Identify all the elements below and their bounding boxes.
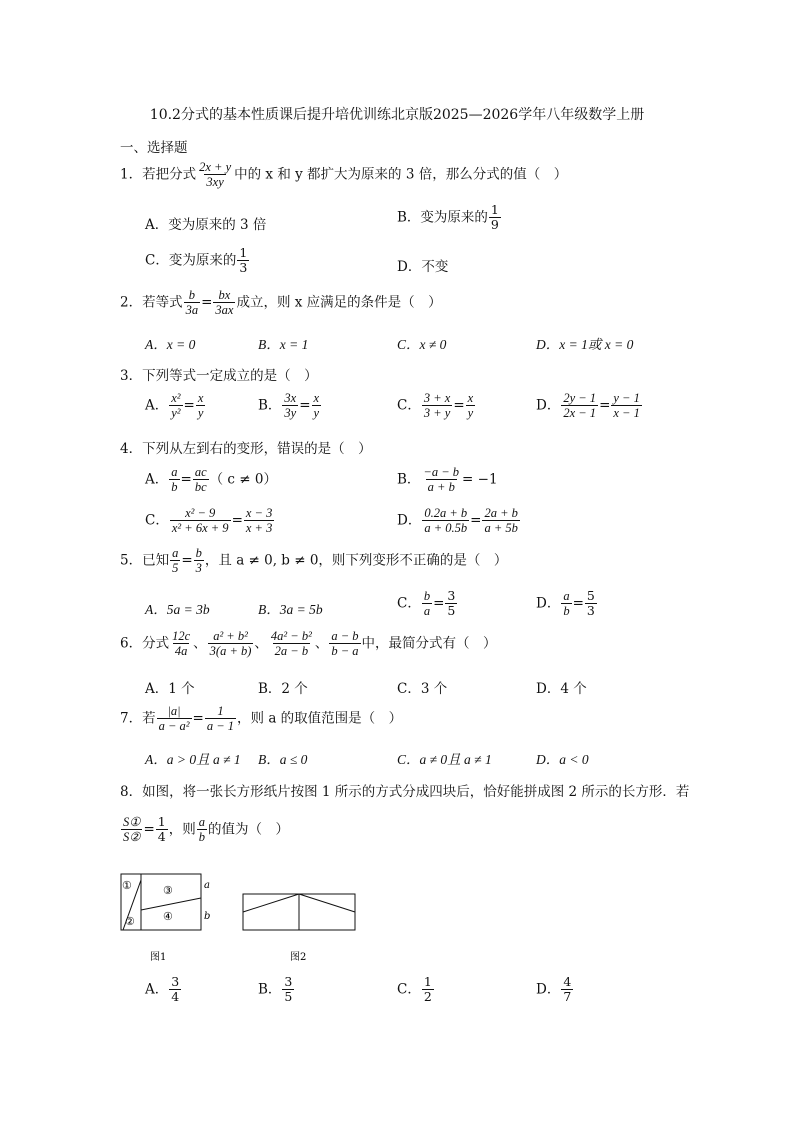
- fraction: [282, 975, 294, 1005]
- fraction: [213, 288, 235, 318]
- numerator: 12c: [172, 629, 191, 643]
- numerator: 4a² − b²: [270, 629, 312, 643]
- numerator: b: [188, 288, 195, 302]
- denominator: 9: [490, 217, 499, 233]
- fraction: [170, 506, 231, 536]
- fraction: [466, 391, 476, 421]
- denominator: 3y: [284, 406, 297, 421]
- option-a[interactable]: A．变为原来的 3 倍: [145, 217, 267, 233]
- denominator: y: [313, 406, 320, 421]
- denominator: 4: [171, 989, 180, 1005]
- separator: 、: [314, 635, 329, 652]
- option-label: B．变为原来的: [397, 209, 488, 226]
- fraction: [194, 546, 204, 576]
- fraction: [422, 506, 469, 536]
- question-8-condition: $\frac{\text{S①}}{\text{S②}}$ = $\frac{1}{4}$ ，则 $\frac{a}{b}$ 的值为（ ）: [123, 814, 289, 845]
- figure-2-line: [299, 894, 355, 912]
- numerator: 2a + b: [484, 506, 518, 520]
- question-1: [120, 160, 567, 190]
- label-b: b: [204, 911, 211, 922]
- denominator: 7: [563, 989, 572, 1005]
- fraction: [193, 465, 209, 495]
- numerator: a: [563, 589, 570, 603]
- fraction: [237, 246, 249, 276]
- denominator: a + b: [427, 480, 455, 495]
- option-b[interactable]: B．3a = 5b: [258, 602, 323, 617]
- question-text: 中的 x 和 y 都扩大为原来的 3 倍，那么分式的值（ ）: [234, 166, 568, 183]
- numerator: 3x: [284, 391, 297, 405]
- question-text: 已知: [142, 552, 170, 569]
- denominator: 4a: [174, 644, 188, 659]
- numerator: a: [198, 815, 205, 829]
- question-text: 若: [142, 710, 156, 727]
- question-text: 分式: [142, 635, 170, 652]
- numerator: b: [195, 546, 202, 560]
- question-number: 5．: [120, 552, 143, 569]
- numerator: 1: [239, 245, 248, 260]
- denominator: S②: [123, 830, 141, 845]
- denominator: 3(a + b): [209, 644, 252, 659]
- option-label: C．: [397, 981, 421, 998]
- fraction: [482, 506, 519, 536]
- numerator: bx: [218, 288, 231, 302]
- option-d[interactable]: D． $\frac{0.2a + b}{a + 0.5b}$ = $\frac{2a + b}{a + 5b}$: [397, 506, 518, 536]
- fraction: [184, 288, 201, 318]
- option-c[interactable]: C．x ≠ 0: [397, 337, 447, 352]
- figure-2: [243, 894, 355, 930]
- denominator: 5: [447, 603, 456, 619]
- numerator: x: [197, 391, 204, 405]
- option-label: B．: [258, 981, 282, 998]
- option-c[interactable]: C． $\frac{b}{a}$ = $\frac{3}{5}$: [397, 588, 456, 619]
- option-b[interactable]: [258, 975, 295, 1005]
- label-a: a: [204, 880, 210, 891]
- fraction: [244, 506, 274, 536]
- question-text: 下列从左到右的变形，错误的是（ ）: [142, 441, 372, 457]
- numerator: x: [313, 391, 320, 405]
- option-b[interactable]: B．x = 1: [258, 337, 309, 352]
- section-heading: 一、选择题: [120, 140, 188, 156]
- option-label: C．: [145, 512, 169, 529]
- option-a[interactable]: [145, 975, 182, 1005]
- fraction: [421, 465, 461, 495]
- question-number: 1．: [120, 166, 143, 183]
- label-piece-3: ③: [163, 884, 173, 897]
- question-number: 2．: [120, 294, 143, 311]
- question-text: ，则: [168, 821, 196, 838]
- option-d[interactable]: D．4 个: [536, 681, 587, 697]
- fraction: [445, 589, 457, 619]
- fraction: [169, 391, 182, 421]
- question-text: 如图，将一张长方形纸片按图 1 所示的方式分成四块后，恰好能拼成图 2 所示的长方形．若: [142, 784, 690, 800]
- denominator: 2a − b: [274, 644, 309, 659]
- denominator: x − 1: [613, 406, 640, 421]
- option-c[interactable]: C．3 个: [397, 681, 448, 697]
- option-c[interactable]: C． $\frac{3 + x}{3 + y}$ = $\frac{x}{y}$: [397, 391, 474, 421]
- question-8: [120, 780, 689, 800]
- fraction: [196, 391, 206, 421]
- denominator: b: [563, 604, 570, 619]
- denominator: 3xy: [206, 175, 224, 190]
- numerator: b: [423, 589, 431, 603]
- fraction: [157, 704, 192, 734]
- question-text: 若等式: [142, 294, 183, 311]
- question-text: 中，最简分式有（ ）: [361, 635, 497, 652]
- numerator: 1: [490, 202, 499, 217]
- numerator: S①: [123, 815, 141, 829]
- numerator: 3: [447, 588, 456, 603]
- option-label: B．: [397, 471, 421, 488]
- denominator: 3: [195, 561, 202, 576]
- fraction: [156, 815, 168, 845]
- denominator: 2: [423, 989, 432, 1005]
- question-2: [120, 288, 442, 318]
- numerator: a² + b²: [213, 629, 248, 643]
- option-label: C．: [397, 595, 421, 612]
- fraction: [269, 629, 314, 659]
- numerator: 1: [157, 814, 166, 829]
- option-d[interactable]: D． $\frac{2y - 1}{2x - 1}$ = $\frac{y - 1}{x - 1}$: [536, 391, 640, 421]
- numerator: 5: [586, 588, 595, 603]
- separator: 、: [193, 635, 207, 652]
- option-b[interactable]: B． $\frac{3x}{3y}$ = $\frac{x}{y}$: [258, 391, 320, 421]
- denominator: a − 1: [206, 719, 235, 734]
- figure-1-slant: [141, 898, 201, 910]
- fraction: [329, 629, 360, 659]
- numerator: 1: [217, 704, 224, 718]
- denominator: b − a: [331, 644, 359, 659]
- condition-note: （ c ≠ 0）: [209, 471, 277, 488]
- fraction: [169, 465, 179, 495]
- option-a[interactable]: A． $\frac{a}{b}$ = $\frac{ac}{bc}$ （ c ≠ 0）: [145, 465, 277, 495]
- numerator: x²: [171, 391, 181, 405]
- option-a[interactable]: A．5a = 3b: [145, 602, 210, 617]
- question-8-figures: [115, 868, 375, 968]
- numerator: ac: [194, 465, 207, 479]
- equals-sign: =: [201, 294, 213, 311]
- denominator: bc: [194, 480, 207, 495]
- denominator: y²: [171, 406, 181, 421]
- label-piece-1: ①: [122, 879, 132, 892]
- option-b[interactable]: [397, 203, 502, 233]
- question-4: [120, 437, 372, 457]
- fraction: [170, 629, 192, 659]
- question-number: 3．: [120, 368, 143, 384]
- denominator: y: [467, 406, 474, 421]
- denominator: 3 + y: [423, 406, 451, 421]
- figure-1-caption: 图1: [150, 952, 167, 963]
- figure-2-line: [243, 894, 299, 912]
- question-text: 若把分式: [142, 166, 197, 183]
- option-d[interactable]: [536, 975, 574, 1005]
- denominator: 4: [157, 829, 166, 845]
- denominator: 3a: [185, 303, 199, 318]
- fraction: [197, 815, 207, 845]
- fraction: [561, 391, 598, 421]
- question-number: 6．: [120, 635, 143, 652]
- fraction: [169, 975, 181, 1005]
- option-a[interactable]: A．1 个: [145, 681, 195, 697]
- numerator: y − 1: [613, 391, 640, 405]
- denominator: 3ax: [215, 303, 234, 318]
- denominator: a + 0.5b: [424, 521, 468, 536]
- denominator: 2x − 1: [563, 406, 597, 421]
- numerator: a: [172, 546, 179, 560]
- option-label: D．: [397, 512, 422, 529]
- option-a[interactable]: A．a > 0且 a ≠ 1: [145, 752, 241, 767]
- numerator: −a − b: [423, 465, 460, 479]
- option-label: D．: [536, 595, 561, 612]
- fraction: [312, 391, 322, 421]
- fraction: [208, 629, 254, 659]
- option-label: A．: [145, 981, 169, 998]
- numerator: 4: [563, 974, 572, 989]
- numerator: a: [171, 465, 178, 479]
- option-d[interactable]: D． $\frac{a}{b}$ = $\frac{5}{3}$: [536, 588, 595, 619]
- option-a[interactable]: A． $\frac{\text{x²}}{\text{y²}}$ = $\frac{x}{y}$: [145, 391, 204, 421]
- question-text: 的值为（ ）: [207, 821, 289, 838]
- numerator: 2x + y: [199, 160, 232, 174]
- denominator: x² + 6x + 9: [171, 521, 229, 536]
- denominator: a: [423, 604, 431, 619]
- denominator: 5: [284, 989, 293, 1005]
- option-c[interactable]: [145, 246, 250, 276]
- option-label: D．: [536, 397, 561, 414]
- numerator: 3: [171, 974, 180, 989]
- fraction: [422, 391, 452, 421]
- numerator: 2y − 1: [563, 391, 597, 405]
- numerator: x − 3: [245, 506, 273, 520]
- numerator: 0.2a + b: [424, 506, 468, 520]
- numerator: x: [467, 391, 474, 405]
- option-b[interactable]: [397, 465, 498, 495]
- fraction: [422, 589, 432, 619]
- option-label: C．变为原来的: [145, 252, 237, 269]
- option-c[interactable]: [397, 975, 435, 1005]
- numerator: 3 + x: [423, 391, 451, 405]
- option-c[interactable]: C．a ≠ 0且 a ≠ 1: [397, 752, 492, 767]
- denominator: 5: [172, 561, 179, 576]
- fraction: [561, 589, 571, 619]
- question-text: ，且 a ≠ 0, b ≠ 0，则下列变形不正确的是（ ）: [204, 552, 508, 569]
- fraction: [489, 203, 501, 233]
- question-number: 8．: [120, 784, 143, 800]
- option-c[interactable]: C． $\frac{\text{x² − 9}}{\text{x² + 6x + 9}}$ = $\frac{x - 3}{x + 3}$: [145, 506, 273, 536]
- question-text: 成立，则 x 应满足的条件是（ ）: [236, 294, 442, 311]
- option-label: A．: [145, 471, 169, 488]
- option-d[interactable]: D．x = 1或 x = 0: [536, 337, 634, 352]
- numerator: 3: [284, 974, 293, 989]
- fraction: [205, 704, 236, 734]
- denominator: 3: [586, 603, 595, 619]
- denominator: b: [171, 480, 178, 495]
- figure-2-caption: 图2: [290, 952, 307, 963]
- fraction: [611, 391, 641, 421]
- option-d[interactable]: D．不变: [397, 259, 449, 275]
- numerator: |a|: [167, 704, 181, 718]
- numerator: 1: [423, 974, 432, 989]
- question-5: 5．已知 $\frac{a}{5}$ = $\frac{b}{3}$ ，且 a ≠ 0, b ≠ 0，则下列变形不正确的是（ ）: [120, 546, 508, 576]
- question-text: 下列等式一定成立的是（ ）: [142, 368, 318, 384]
- label-piece-2: ②: [125, 915, 135, 928]
- option-a[interactable]: A．x = 0: [145, 337, 196, 352]
- option-label: B．: [258, 397, 282, 414]
- right-hand-side: = −1: [462, 471, 498, 488]
- denominator: a + 5b: [484, 521, 518, 536]
- option-label: A．: [145, 397, 169, 414]
- fraction: [197, 160, 233, 190]
- label-piece-4: ④: [163, 910, 173, 923]
- denominator: y: [197, 406, 204, 421]
- option-b[interactable]: B．a ≤ 0: [258, 752, 308, 767]
- separator: 、: [254, 635, 268, 652]
- fraction: [282, 391, 298, 421]
- option-d[interactable]: D．a < 0: [536, 752, 589, 767]
- option-label: C．: [397, 397, 421, 414]
- question-7: 7．若 $\frac{|a|}{\text{a − a²}}$ = $\frac{1}{a - 1}$ ，则 a 的取值范围是（ ）: [120, 704, 403, 734]
- numerator: x² − 9: [185, 506, 216, 520]
- worksheet-title: 10.2分式的基本性质课后提升培优训练北京版2025—2026学年八年级数学上册: [149, 107, 645, 123]
- option-b[interactable]: B．2 个: [258, 681, 308, 697]
- fraction: [561, 975, 573, 1005]
- question-number: 4．: [120, 441, 143, 457]
- fraction: [422, 975, 434, 1005]
- fraction: [170, 546, 180, 576]
- numerator: a − b: [331, 629, 359, 643]
- denominator: a − a²: [158, 719, 190, 734]
- denominator: 3: [239, 260, 248, 276]
- question-number: 7．: [120, 710, 143, 727]
- option-label: D．: [536, 981, 561, 998]
- fraction: [121, 815, 142, 845]
- denominator: x + 3: [245, 521, 273, 536]
- fraction: [585, 589, 597, 619]
- question-text: ，则 a 的取值范围是（ ）: [237, 710, 403, 727]
- question-3: [120, 364, 318, 384]
- question-6: [120, 629, 497, 659]
- denominator: b: [198, 830, 205, 845]
